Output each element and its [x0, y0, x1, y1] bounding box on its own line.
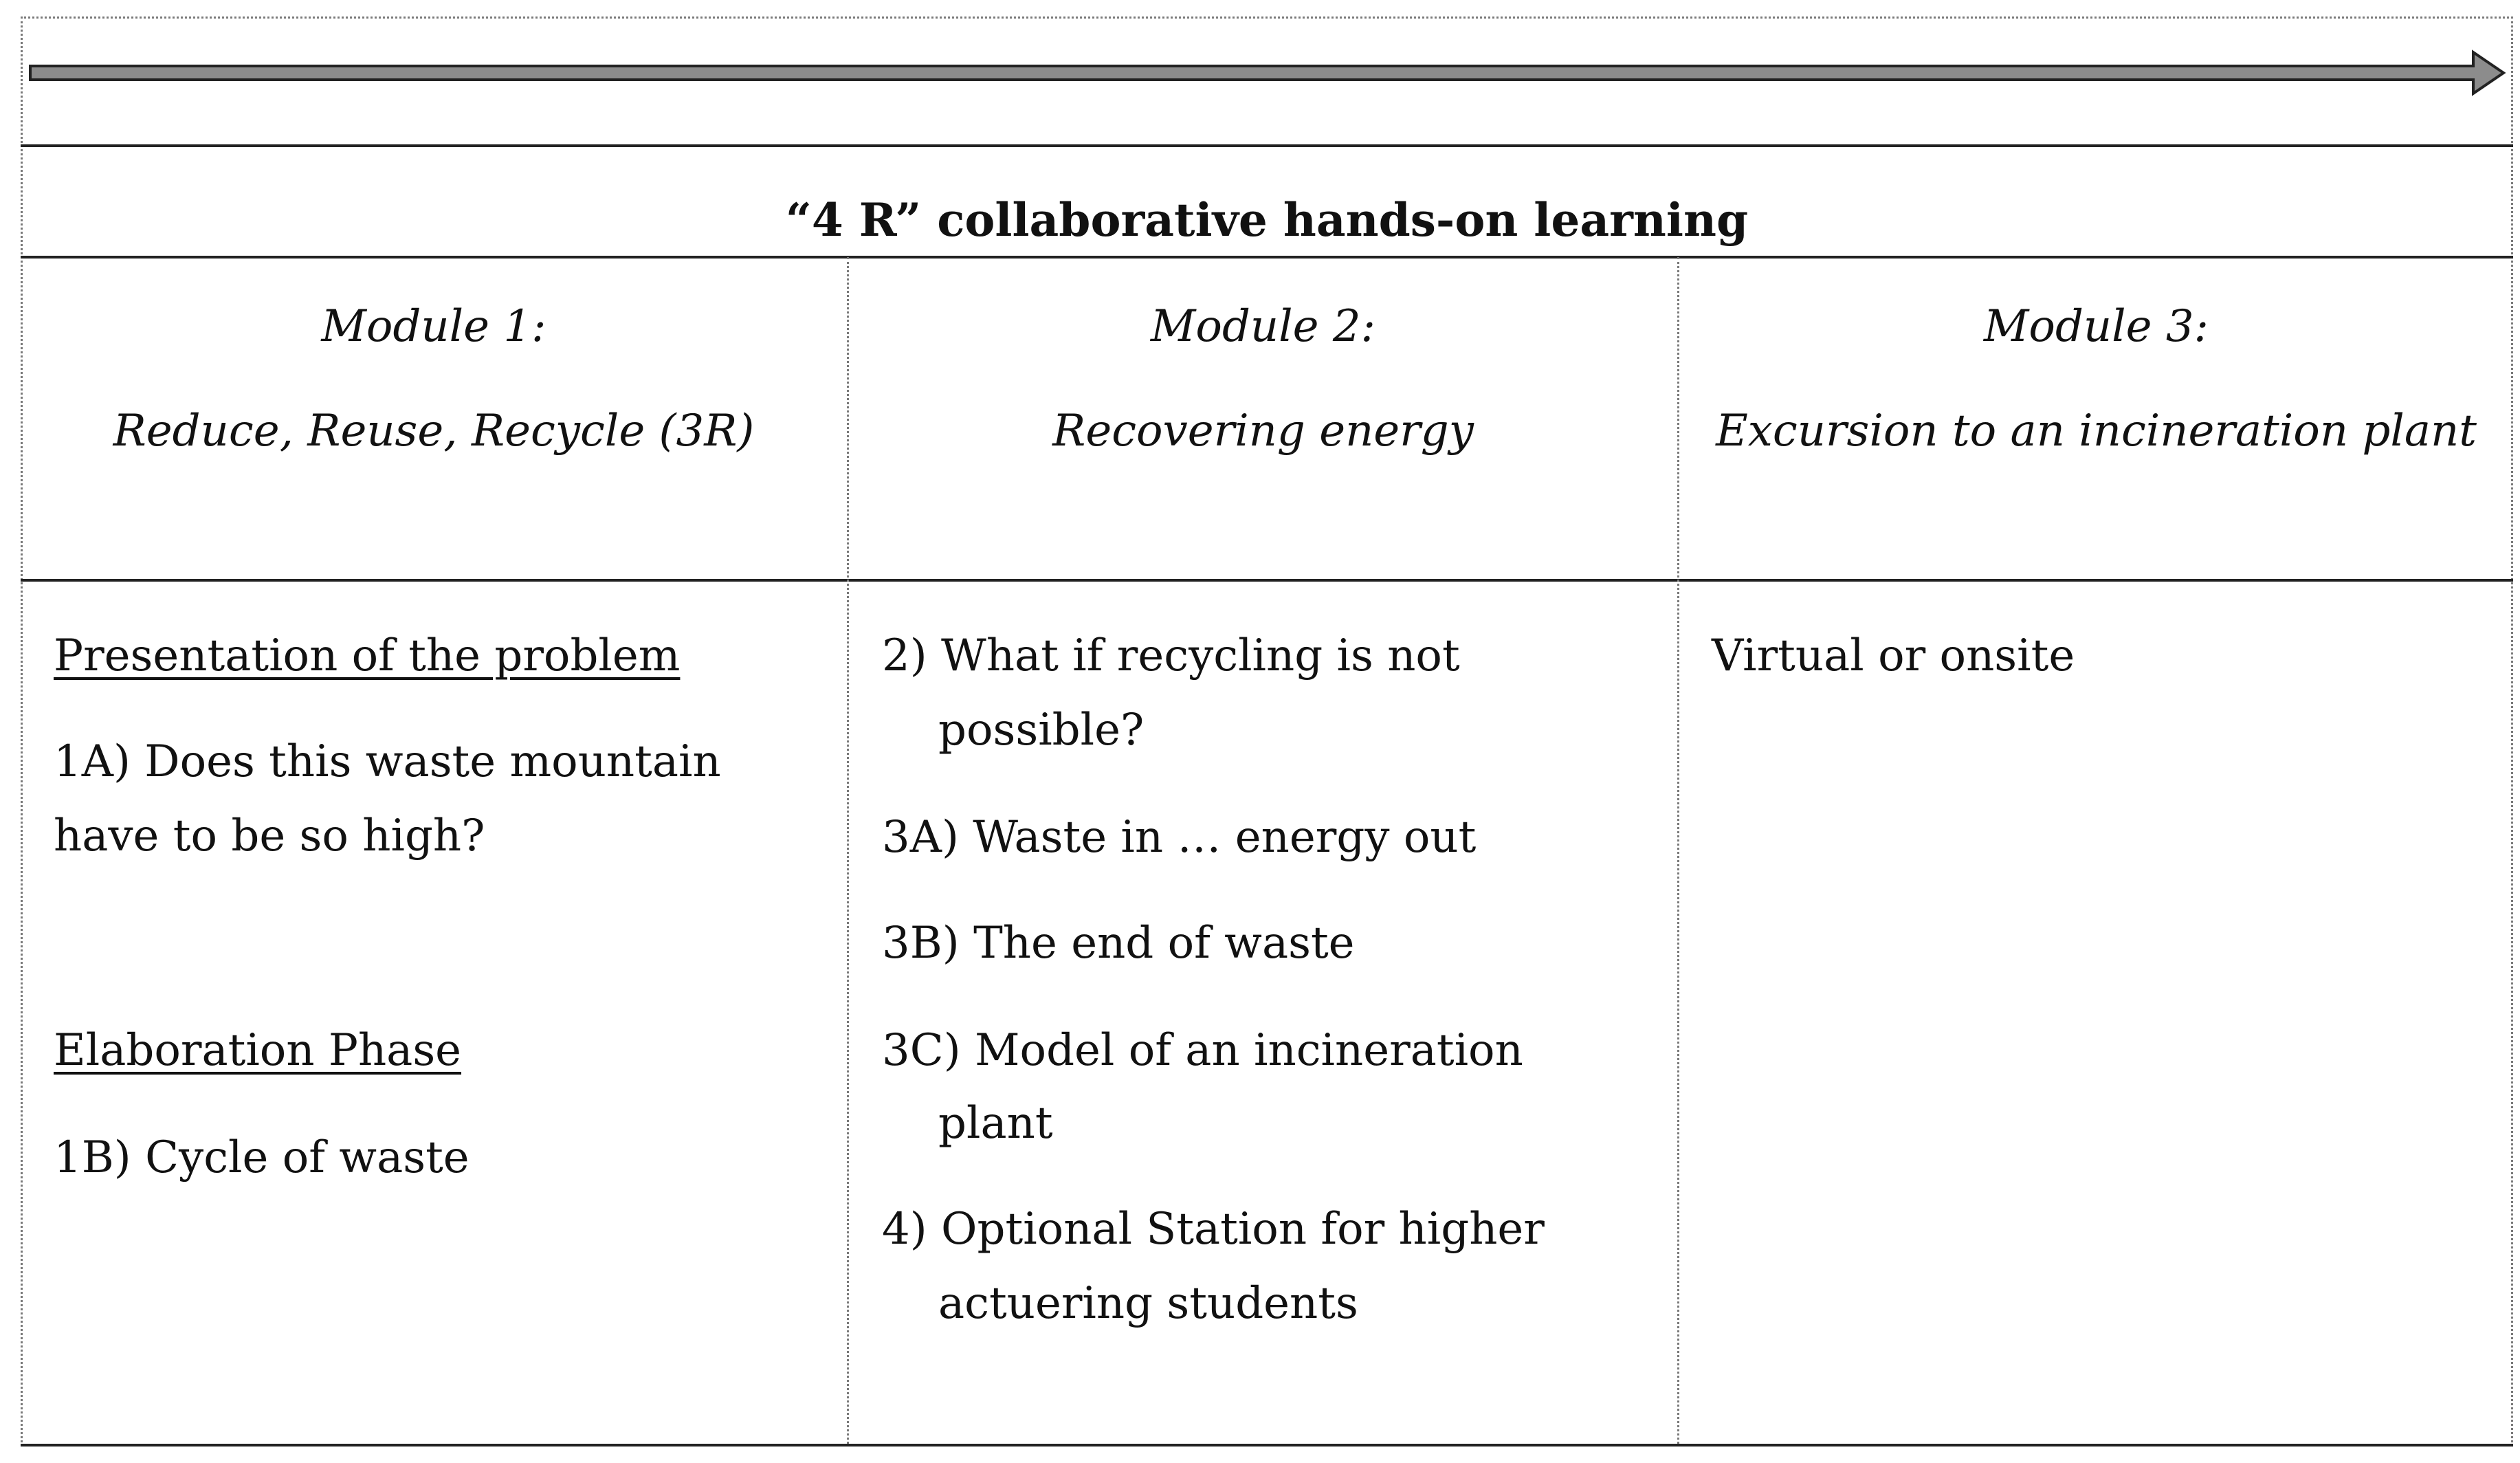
arrow-row-divider	[21, 144, 2513, 147]
module-1-number: Module 1:	[321, 301, 546, 352]
item-1a-line1: 1A) Does this waste mountain	[54, 736, 721, 787]
module-3-number: Module 3:	[1983, 301, 2209, 352]
right-arrow-icon	[29, 45, 2507, 100]
top-border	[21, 16, 2513, 19]
module-1-header	[21, 260, 847, 576]
module-2-number: Module 2:	[1150, 301, 1376, 352]
module-2-header	[849, 260, 1677, 576]
module-header-divider	[21, 579, 2513, 582]
elaboration-heading: Elaboration Phase	[54, 1025, 462, 1076]
module-3-item: Virtual or onsite	[1712, 630, 2075, 681]
module-2-name: Recovering energy	[1052, 406, 1474, 456]
module-3-header	[1679, 260, 2513, 576]
title-row-divider	[21, 256, 2513, 258]
bottom-border	[21, 1444, 2513, 1446]
item-2-line2: possible?	[938, 705, 1145, 756]
item-1b: 1B) Cycle of waste	[54, 1132, 469, 1183]
presentation-heading: Presentation of the problem	[54, 630, 681, 681]
item-2-line1: 2) What if recycling is not	[882, 630, 1460, 681]
item-3a: 3A) Waste in … energy out	[882, 812, 1477, 863]
item-3c-line1: 3C) Model of an incineration	[882, 1025, 1523, 1076]
item-4-line2: actuering students	[938, 1278, 1358, 1329]
item-4-line1: 4) Optional Station for higher	[882, 1204, 1545, 1255]
item-3b: 3B) The end of waste	[882, 918, 1355, 969]
table-title: “4 R” collaborative hands-on learning	[785, 193, 1749, 247]
module-3-name: Excursion to an incineration plant	[1716, 406, 2477, 456]
module-1-name: Reduce, Reuse, Recycle (3R)	[113, 406, 755, 456]
item-1a-line2: have to be so high?	[54, 811, 485, 861]
item-3c-line2: plant	[938, 1098, 1053, 1149]
